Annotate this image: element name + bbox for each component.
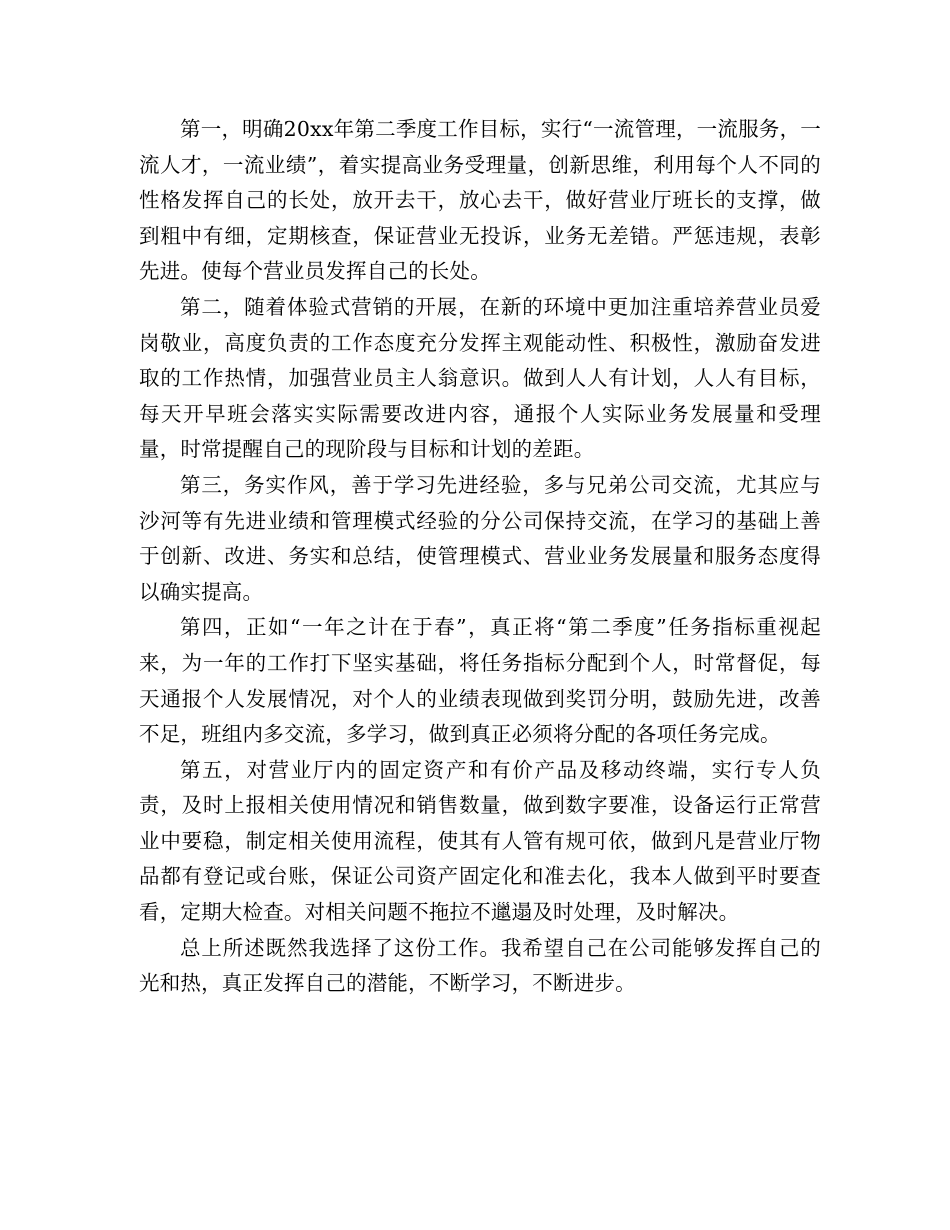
paragraph-work-style: 第三，务实作风，善于学习先进经验，多与兄弟公司交流，尤其应与沙河等有先进业绩和管理模式经验的分公司保持交流，在学习的基础上善于创新、改进、务实和总结，使管理模式、营业业务发展量和服务态度得以确实提高。 [139,472,821,604]
paragraph-assets: 第五，对营业厅内的固定资产和有价产品及移动终端，实行专人负责，及时上报相关使用情况和销售数量，做到数字要准，设备运行正常营业中要稳，制定相关使用流程，使其有人管有规可依，做到凡是营业厅物品都有登记或台账，保证公司资产固定化和准去化，我本人做到平时要查看，定期大检查。对相关问题不拖拉不邋遢及时处理，及时解决。 [139,757,821,925]
paragraph-goal: 第一，明确20xx年第二季度工作目标，实行“一流管理，一流服务，一流人才，一流业绩”，着实提高业务受理量，创新思维，利用每个人不同的性格发挥自己的长处，放开去干，放心去干，做好营业厅班长的支撑，做到粗中有细，定期核查，保证营业无投诉，业务无差错。严惩违规，表彰先进。使每个营业员发挥自己的长处。 [139,117,821,284]
paragraph-marketing: 第二，随着体验式营销的开展，在新的环境中更加注重培养营业员爱岗敬业，高度负责的工作态度充分发挥主观能动性、积极性，激励奋发进取的工作热情，加强营业员主人翁意识。做到人人有计划，人人有目标，每天开早班会落实实际需要改进内容，通报个人实际业务发展量和受理量，时常提醒自己的现阶段与目标和计划的差距。 [139,294,821,462]
paragraph-task-targets: 第四，正如“一年之计在于春”，真正将“第二季度”任务指标重视起来，为一年的工作打下坚实基础，将任务指标分配到个人，时常督促，每天通报个人发展情况，对个人的业绩表现做到奖罚分明，鼓励先进，改善不足，班组内多交流，多学习，做到真正必须将分配的各项任务完成。 [139,615,821,747]
document-body [139,112,821,1002]
paragraph-summary: 总上所述既然我选择了这份工作。我希望自己在公司能够发挥自己的光和热，真正发挥自己的潜能，不断学习，不断进步。 [139,935,821,996]
